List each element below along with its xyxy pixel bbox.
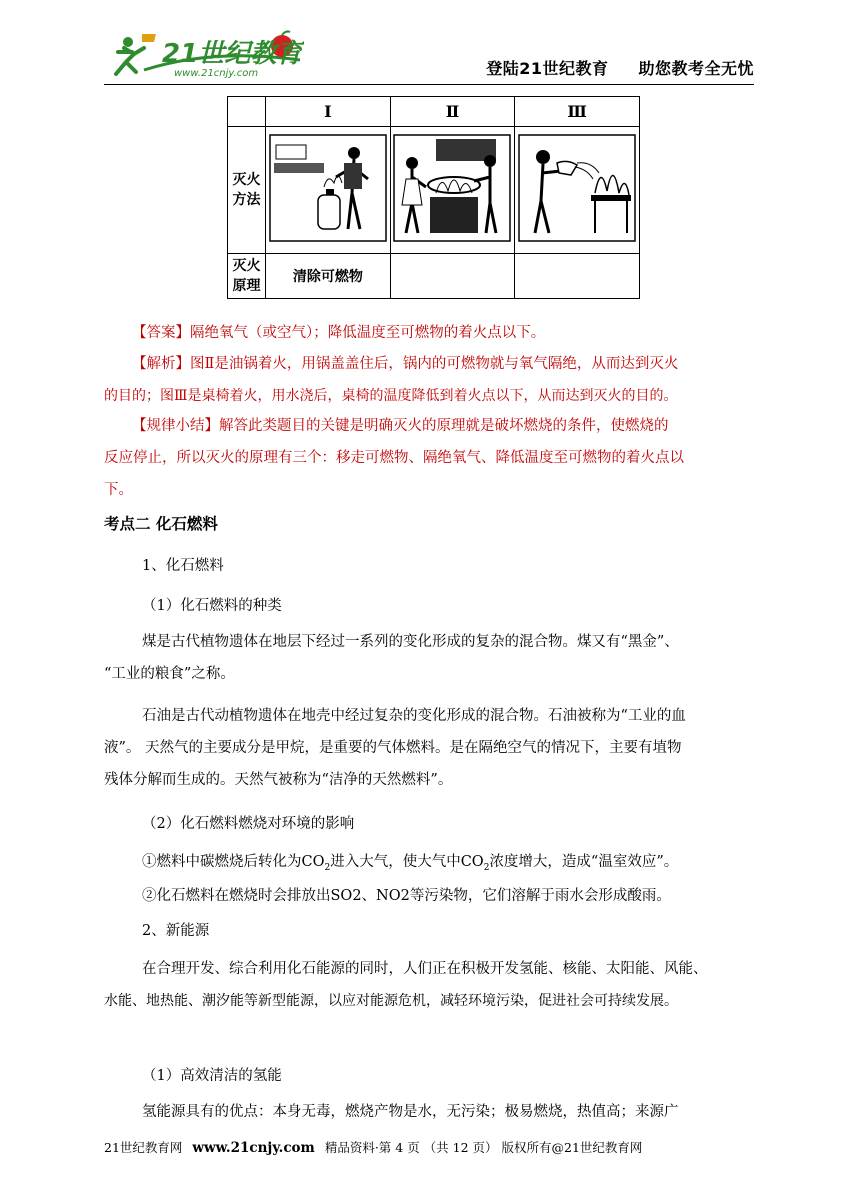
subitem-hydrogen: （1）高效清洁的氢能 (142, 1068, 282, 1084)
header-divider (104, 84, 754, 85)
footer-site-link[interactable]: www.21cnjy.com (192, 1140, 315, 1156)
answer-text: 隔绝氧气（或空气）；降低温度至可燃物的着火点以下。 (190, 325, 546, 341)
logo-graphic (104, 30, 304, 84)
table-corner (228, 97, 266, 127)
effect-1-part3: 浓度增大，造成“温室效应”。 (489, 854, 679, 870)
footer-left: 21世纪教育网 (104, 1140, 183, 1155)
analysis-block (104, 348, 764, 412)
illustration-water-bucket (517, 133, 637, 243)
col-header-3: Ⅲ (515, 97, 640, 127)
paragraph-new-energy (104, 953, 764, 1017)
logo (104, 30, 304, 84)
analysis-line2: 的目的；图Ⅲ是桌椅着火，用水浇后，桌椅的温度降低到着火点以下，从而达到灭火的目的。 (104, 388, 678, 404)
item-2: 2、新能源 (142, 923, 210, 939)
cell-principle-3 (515, 254, 640, 299)
row-label-principle: 灭火 原理 (228, 254, 266, 299)
slogan-1: 登陆21世纪教育 (486, 59, 609, 78)
hydrogen-line1: 氢能源具有的优点：本身无毒，燃烧产物是水，无污染；极易燃烧，热值高；来源广 (142, 1104, 679, 1120)
illustration-gas-cylinder (268, 133, 388, 243)
col-header-1: I (266, 97, 391, 127)
newenergy-line1: 在合理开发、综合利用化石能源的同时，人们正在积极开发氢能、核能、太阳能、风能、 (142, 961, 708, 977)
effect-1-part2: 进入大气，使大气中CO (330, 854, 484, 870)
slogan-2: 助您教考全无忧 (638, 59, 754, 78)
cell-principle-1: 清除可燃物 (266, 254, 391, 299)
analysis-tag: 【解析】 (132, 356, 190, 372)
logo-url: www.21cnjy.com (174, 68, 259, 79)
oil-line1: 石油是古代动植物遗体在地壳中经过复杂的变化形成的混合物。石油被称为“工业的血 (142, 708, 686, 724)
effect-1 (104, 846, 764, 884)
answer-block (104, 317, 764, 349)
summary-block (104, 410, 764, 506)
effect-2: ②化石燃料在燃烧时会排放出SO2、NO2等污染物，它们溶解于雨水会形成酸雨。 (142, 888, 671, 904)
newenergy-line2: 水能、地热能、潮汐能等新型能源，以应对能源危机，减轻环境污染，促进社会可持续发展。 (104, 993, 678, 1009)
subitem-2: （2）化石燃料燃烧对环境的影响 (142, 816, 355, 832)
analysis-line1: 图Ⅱ是油锅着火，用锅盖盖住后，锅内的可燃物就与氧气隔绝，从而达到灭火 (190, 356, 679, 372)
paragraph-oil-gas (104, 700, 764, 796)
row-label-method: 灭火 方法 (228, 127, 266, 254)
subitem-1: （1）化石燃料的种类 (142, 598, 282, 614)
logo-text: 21世纪教育 (162, 39, 303, 69)
summary-line1: 解答此类题目的关键是明确灭火的原理就是破坏燃烧的条件，使燃烧的 (219, 418, 669, 434)
header-slogan (486, 56, 754, 79)
section-title: 考点二 化石燃料 (104, 515, 218, 533)
paragraph-coal (104, 626, 764, 690)
figure-2-oil-pan-fire (390, 127, 515, 254)
illustration-oil-pan (392, 133, 512, 243)
summary-line3: 下。 (104, 482, 133, 498)
page-header (104, 30, 754, 84)
oil-line3: 残体分解而生成的。天然气被称为“洁净的天然燃料”。 (104, 772, 453, 788)
cell-principle-2 (390, 254, 515, 299)
col-header-2: Ⅱ (390, 97, 515, 127)
extinguish-table (227, 96, 640, 299)
summary-line2: 反应停止，所以灭火的原理有三个：移走可燃物、隔绝氧气、降低温度至可燃物的着火点以 (104, 450, 684, 466)
co2-subscript-1: 2 (324, 862, 331, 873)
summary-tag: 【规律小结】 (132, 418, 219, 434)
item-1: 1、化石燃料 (142, 558, 224, 574)
footer-right: 精品资料·第 4 页 （共 12 页） 版权所有@21世纪教育网 (324, 1140, 643, 1155)
figure-3-furniture-fire (515, 127, 640, 254)
coal-line2: “工业的粮食”之称。 (104, 666, 235, 682)
oil-line2: 液”。 天然气的主要成分是甲烷，是重要的气体燃料。是在隔绝空气的情况下，主要有埴物 (104, 740, 682, 756)
effect-1-part1: ①燃料中碳燃烧后转化为CO (142, 854, 325, 870)
page-footer (104, 1138, 754, 1156)
coal-line1: 煤是古代植物遗体在地层下经过一系列的变化形成的复杂的混合物。煤又有“黑金”、 (142, 634, 679, 650)
co2-subscript-2: 2 (483, 862, 490, 873)
figure-1-gas-fire (266, 127, 391, 254)
answer-tag: 【答案】 (132, 325, 190, 341)
